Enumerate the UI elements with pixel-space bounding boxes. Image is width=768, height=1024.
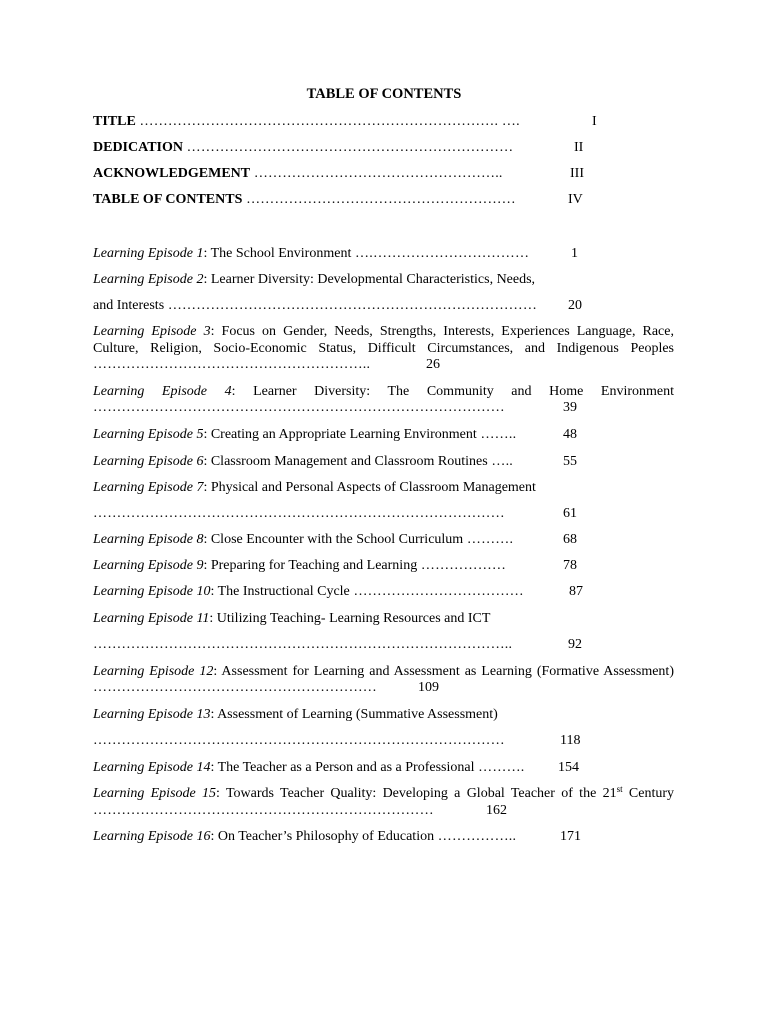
page-number: 154 [558,760,579,775]
toc-entry-episode-12 [93,664,674,681]
page-title: TABLE OF CONTENTS [306,86,462,102]
leader-dots: ………. [463,532,514,547]
leader-line-episode-15 [93,803,434,819]
episode-title: : Towards Teacher Quality: Developing a Global Teacher of the 21 [216,786,617,801]
episode-title-continued: and Interests [93,298,165,313]
leader-line-episode-12 [93,680,377,696]
leader-dots: …………………………………………….. [250,166,503,181]
toc-entry-episode-1 [93,246,529,262]
episode-label: Learning Episode 13 [93,707,211,722]
leader-dots: …………………………………………………………………………… [93,506,505,521]
leader-dots: …….. [476,427,517,442]
page-number: 48 [563,427,577,442]
leader-dots: ……………………………… [349,584,524,599]
episode-title: : Preparing for Teaching and Learning [203,558,418,573]
leader-dots: ……………………………………………………………… [93,803,434,818]
page-number: 171 [560,829,581,844]
page-number: 20 [568,298,582,313]
entry-title: DEDICATION [93,140,183,155]
page-number: I [592,114,597,129]
page-number: 162 [486,803,507,818]
episode-title: : The School Environment [203,246,352,261]
episode-label: Learning Episode 5 [93,427,204,442]
episode-label: Learning Episode 3 [93,324,211,339]
page-number: 1 [571,246,578,261]
toc-entry-title [93,114,520,130]
leader-dots: ……………… [417,558,507,573]
episode-label: Learning Episode 7 [93,480,204,495]
episode-label: Learning Episode 2 [93,272,204,287]
toc-entry-episode-7 [93,480,536,496]
page-number: 68 [563,532,577,547]
toc-entry-episode-5 [93,427,516,443]
toc-entry-episode-15 [93,786,674,803]
episode-label: Learning Episode 14 [93,760,211,775]
episode-title: : Focus on Gender, Needs, Strengths, Interests, Experiences Language, Race, Culture, Religion, Socio-Economic Status, Difficult Circumstances, and Indigenous Peoples [93,324,674,356]
toc-entry-episode-2 [93,272,535,288]
episode-title: : Learner Diversity: The Community and Home Environment [231,384,674,399]
episode-title: : The Instructional Cycle [210,584,350,599]
entry-title: TITLE [93,114,136,129]
toc-entry-episode-11 [93,611,490,627]
episode-title: : Classroom Management and Classroom Routines [203,454,488,469]
toc-entry-episode-4 [93,384,674,401]
toc-entry-episode-6 [93,454,513,470]
entry-title: ACKNOWLEDGEMENT [93,166,251,181]
toc-entry-acknowledgement [93,166,503,182]
episode-title: : The Teacher as a Person and as a Professional [210,760,475,775]
episode-title: : Close Encounter with the School Curriculum [203,532,464,547]
toc-entry-episode-14 [93,760,524,776]
leader-dots: …………………………………………………………………………… [93,733,505,748]
leader-dots: ………. [474,760,525,775]
page-number: 87 [569,584,583,599]
episode-title: : Learner Diversity: Developmental Characteristics, Needs, [203,272,536,287]
episode-label: Learning Episode 4 [93,384,232,399]
page-number: 92 [568,637,582,652]
episode-title: : Assessment of Learning (Summative Assessment) [210,707,498,722]
episode-label: Learning Episode 1 [93,246,204,261]
page-number: III [570,166,584,181]
leader-dots: …………….. [434,829,517,844]
leader-line-episode-3 [93,357,370,373]
episode-title: : On Teacher’s Philosophy of Education [210,829,435,844]
leader-dots: …………………………………………………………………… [164,298,538,313]
toc-entry-dedication [93,140,513,156]
leader-dots: ………………………………………………… [242,192,516,207]
leader-dots: …………………………………………………… [93,680,377,695]
episode-label: Learning Episode 11 [93,611,210,626]
page-number: 39 [563,400,577,415]
page-number: 109 [418,680,439,695]
leader-line-episode-7 [93,506,505,522]
toc-entry-episode-10 [93,584,524,600]
episode-label: Learning Episode 15 [93,786,217,801]
episode-label: Learning Episode 16 [93,829,211,844]
toc-entry-episode-2-continued [93,298,537,314]
page-number: IV [568,192,583,207]
leader-dots: …………………………………………………………………. …. [135,114,520,129]
page-number: 78 [563,558,577,573]
episode-label: Learning Episode 12 [93,664,214,679]
toc-entry-episode-3 [93,324,674,357]
episode-title: : Assessment for Learning and Assessment as Learning (Formative Assessment) [213,664,674,679]
leader-line-episode-4 [93,400,505,416]
episode-title-end: Century [622,786,674,801]
leader-line-episode-13 [93,733,505,749]
entry-title: TABLE OF CONTENTS [93,192,243,207]
toc-entry-episode-8 [93,532,513,548]
page-number: II [574,140,584,155]
leader-dots: …………………………………………………………… [182,140,514,155]
leader-dots: ….…………………………… [351,246,530,261]
leader-line-episode-11 [93,637,512,653]
toc-entry-table-of-contents [93,192,516,208]
episode-label: Learning Episode 9 [93,558,204,573]
page-number: 26 [426,357,440,372]
toc-entry-episode-9 [93,558,506,574]
toc-entry-episode-16 [93,829,516,845]
episode-label: Learning Episode 6 [93,454,204,469]
episode-label: Learning Episode 8 [93,532,204,547]
superscript-st: st [616,784,623,794]
page-number: 61 [563,506,577,521]
leader-dots: …………………………………………………………………………….. [93,637,513,652]
leader-dots: …………………………………………………………………………… [93,400,505,415]
toc-entry-episode-13 [93,707,498,723]
episode-title: : Creating an Appropriate Learning Environment [203,427,477,442]
episode-title: : Physical and Personal Aspects of Classroom Management [203,480,536,495]
page-number: 55 [563,454,577,469]
page-number: 118 [560,733,581,748]
leader-dots: ………………………………………………….. [93,357,371,372]
leader-dots: ….. [487,454,514,469]
episode-title: : Utilizing Teaching- Learning Resources and ICT [209,611,491,626]
episode-label: Learning Episode 10 [93,584,211,599]
